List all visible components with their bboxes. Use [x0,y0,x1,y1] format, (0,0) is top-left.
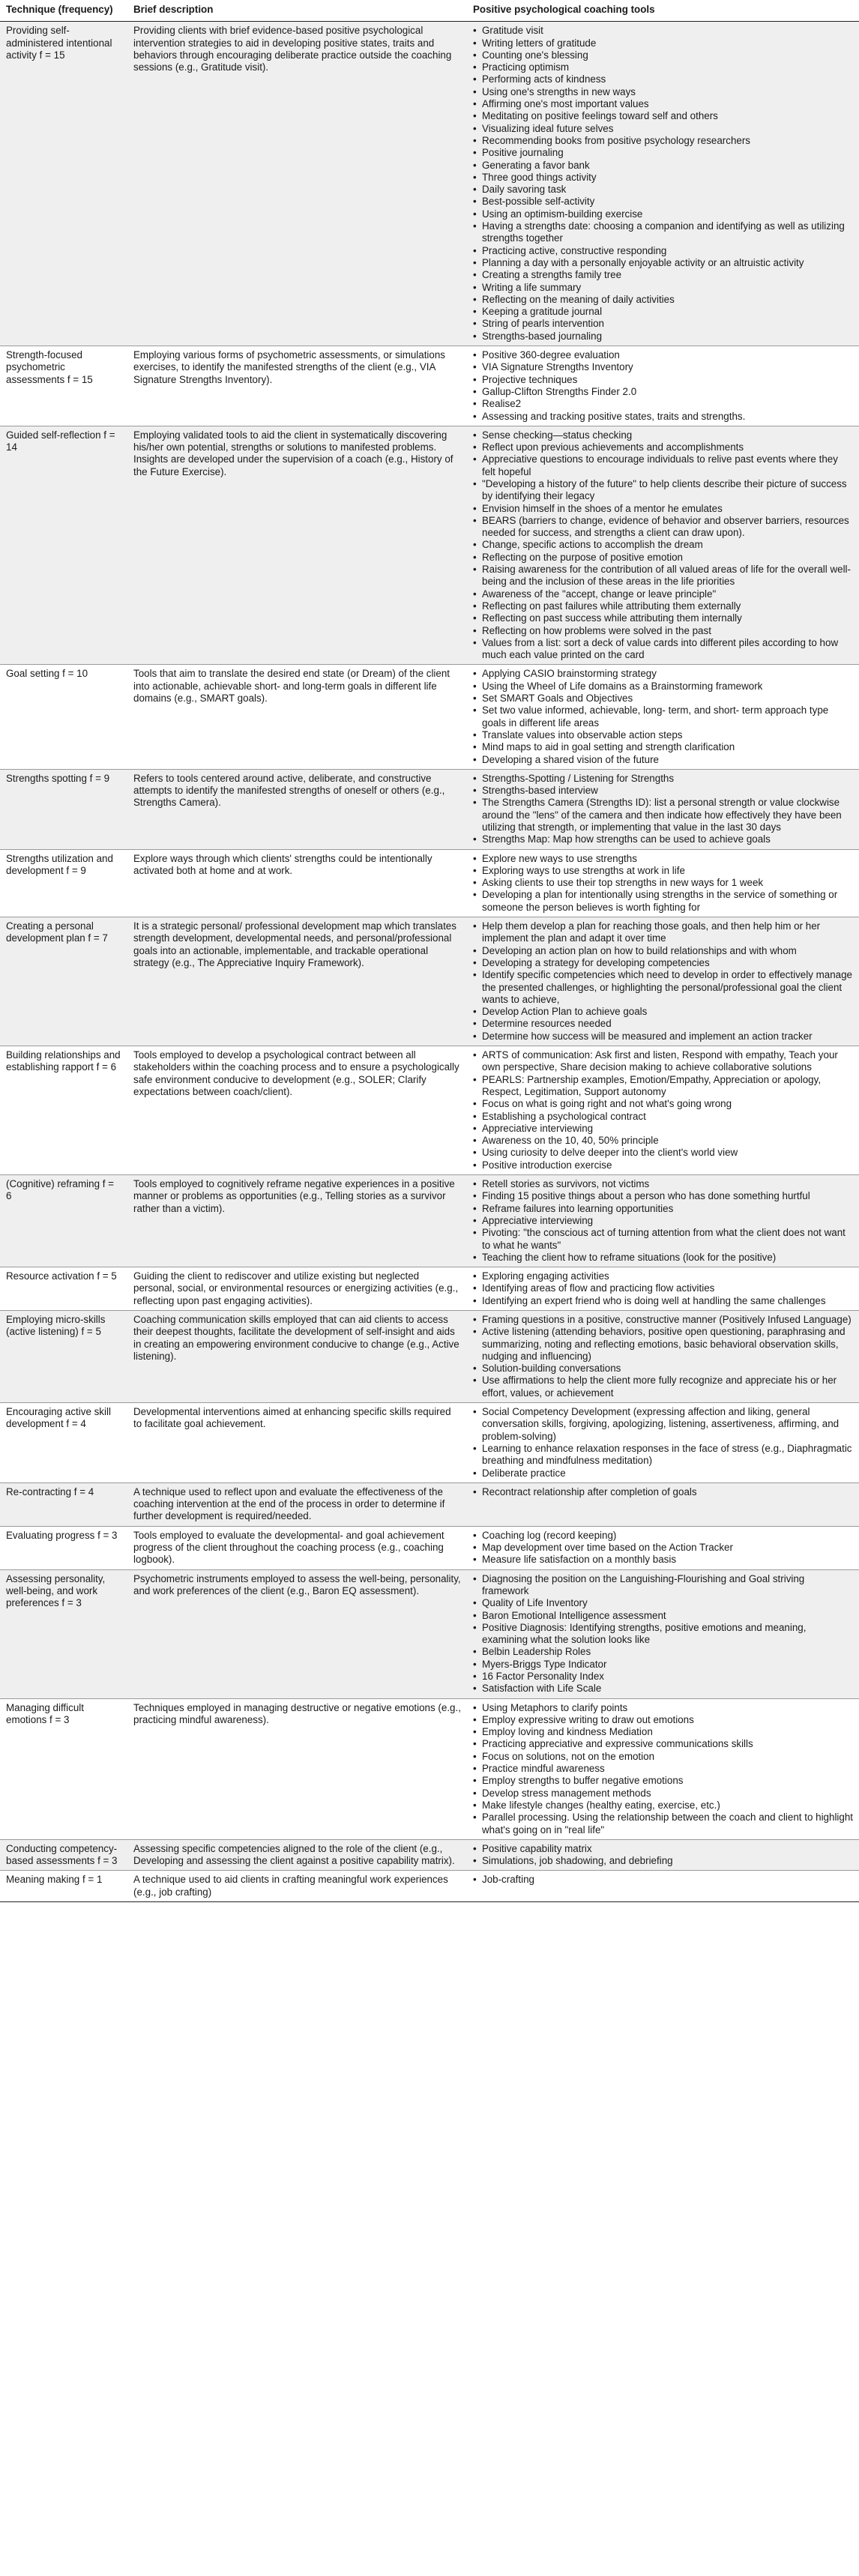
tool-item: • Performing acts of kindness [473,73,853,85]
tools-list [473,349,853,423]
tools-cell [467,1046,859,1175]
description-cell: Techniques employed in managing destructive or negative emotions (e.g., practicing mindful awareness). [127,1698,467,1839]
technique-cell [0,346,127,426]
tool-item: • Reflect upon previous achievements and accomplishments [473,441,853,453]
technique-cell [0,1526,127,1569]
technique-cell [0,1267,127,1311]
tools-cell [467,1526,859,1569]
tool-item: • Best-possible self-activity [473,196,853,208]
table-row [0,1175,859,1267]
tool-item: • Developing a plan for intentionally using strengths in the service of something or someone the person believes is worth fighting for [473,889,853,914]
tool-item: • Exploring ways to use strengths at work in life [473,865,853,877]
tools-cell [467,665,859,769]
technique-cell [0,1569,127,1698]
tool-item: • Affirming one's most important values [473,98,853,110]
technique-label: Strengths spotting f = 9 [6,772,110,784]
description-cell: Tools that aim to translate the desired end state (or Dream) of the client into actionable, achievable short- and long-term goals in different life domains (e.g., SMART goals). [127,665,467,769]
technique-label: (Cognitive) reframing f = 6 [6,1178,115,1202]
tool-item: • Gratitude visit [473,25,853,37]
technique-label: Goal setting f = 10 [6,668,88,680]
tool-item: • Quality of Life Inventory [473,1597,853,1609]
tool-item: • Belbin Leadership Roles [473,1646,853,1658]
technique-cell [0,849,127,917]
tools-list [473,920,853,1043]
tool-item: • Positive journaling [473,147,853,159]
tool-item: • Employ expressive writing to draw out emotions [473,1714,853,1726]
technique-label: Employing micro-skills (active listening) f = 5 [6,1313,106,1338]
technique-cell [0,1403,127,1483]
tool-item: • Diagnosing the position on the Languishing-Flourishing and Goal striving framework [473,1573,853,1598]
tools-cell [467,1403,859,1483]
technique-label: Conducting competency-based assessments f = 3 [6,1842,118,1867]
tools-cell [467,849,859,917]
tool-item: • VIA Signature Strengths Inventory [473,361,853,373]
technique-label: Resource activation f = 5 [6,1270,117,1282]
tool-item: • Reflecting on the meaning of daily activities [473,294,853,306]
technique-label: Encouraging active skill development f = 4 [6,1406,111,1430]
technique-label: Creating a personal development plan f = 7 [6,920,108,944]
tool-item: • Establishing a psychological contract [473,1111,853,1123]
tool-item: • Reframe failures into learning opportunities [473,1203,853,1215]
tool-item: • Active listening (attending behaviors, positive open questioning, paraphrasing and summarizing, noting and reflecting emotions, basic behavioral observation skills, nudging and influencing) [473,1326,853,1363]
tools-cell [467,1482,859,1526]
technique-label: Re-contracting f = 4 [6,1485,94,1497]
tool-item: • Practicing appreciative and expressive communications skills [473,1738,853,1750]
tool-item: • Develop Action Plan to achieve goals [473,1006,853,1018]
tool-item: • Awareness on the 10, 40, 50% principle [473,1135,853,1147]
tool-item: • Determine resources needed [473,1018,853,1030]
technique-label: Assessing personality, well-being, and work preferences f = 3 [6,1572,106,1609]
table-row [0,22,859,346]
tool-item: • Planning a day with a personally enjoyable activity or an altruistic activity [473,257,853,269]
tool-item: • Mind maps to aid in goal setting and strength clarification [473,741,853,753]
tool-item: • Projective techniques [473,374,853,386]
tool-item: • Finding 15 positive things about a person who has done something hurtful [473,1190,853,1202]
tool-item: • Learning to enhance relaxation responses in the face of stress (e.g., Diaphragmatic breathing and mindfulness meditation) [473,1443,853,1468]
tool-item: • Generating a favor bank [473,160,853,172]
tools-list [473,1178,853,1264]
tools-cell [467,769,859,849]
tool-item: • Map development over time based on the Action Tracker [473,1542,853,1554]
tool-item: • Developing a strategy for developing competencies [473,957,853,969]
tool-item: • Sense checking—status checking [473,429,853,441]
tool-item: • Using curiosity to delve deeper into the client's world view [473,1147,853,1159]
tools-list [473,1270,853,1307]
description-cell: Psychometric instruments employed to assess the well-being, personality, and work preferences of the client (e.g., Baron EQ assessment). [127,1569,467,1698]
table-row [0,1569,859,1698]
table-row [0,1046,859,1175]
description-cell: A technique used to reflect upon and evaluate the effectiveness of the coaching intervention at the end of the process in order to determine if further development is required/needed. [127,1482,467,1526]
table-row [0,1310,859,1402]
tools-list [473,1573,853,1695]
technique-cell [0,22,127,346]
tool-item: • Framing questions in a positive, constructive manner (Positively Infused Language) [473,1314,853,1326]
tool-item: • String of pearls intervention [473,318,853,330]
tools-cell [467,1175,859,1267]
tools-list [473,25,853,343]
tool-item: • Baron Emotional Intelligence assessment [473,1610,853,1622]
tool-item: • PEARLS: Partnership examples, Emotion/Empathy, Appreciation or apology, Respect, Legitimation, Support autonomy [473,1074,853,1099]
tool-item: • Using Metaphors to clarify points [473,1702,853,1714]
description-cell: It is a strategic personal/ professional development map which translates strength development, developmental needs, and personal/professional goals into an actionable, implementable, and trackable operational strategy (e.g., The Appreciative Inquiry Framework). [127,917,467,1046]
tools-list [473,668,853,765]
tool-item: • Exploring engaging activities [473,1270,853,1282]
tool-item: • Identify specific competencies which need to develop in order to effectively manage the presented challenges, or highlighting the personal/professional goal the client wants to achieve, [473,969,853,1006]
tool-item: • Employ strengths to buffer negative emotions [473,1775,853,1787]
technique-cell [0,1839,127,1871]
tool-item: • Make lifestyle changes (healthy eating, exercise, etc.) [473,1800,853,1812]
tool-item: • Reflecting on how problems were solved in the past [473,625,853,637]
technique-cell [0,1175,127,1267]
tool-item: • Having a strengths date: choosing a companion and identifying as well as utilizing strengths together [473,220,853,245]
tools-list [473,1406,853,1479]
tools-cell [467,1267,859,1311]
tool-item: • Parallel processing. Using the relationship between the coach and client to highlight what's going on in "real life" [473,1812,853,1836]
tool-item: • Change, specific actions to accomplish the dream [473,539,853,551]
technique-label: Guided self-reflection f = 14 [6,429,115,453]
tool-item: • Using an optimism-building exercise [473,208,853,220]
technique-label: Strengths utilization and development f = 9 [6,852,113,876]
technique-label: Strength-focused psychometric assessments f = 15 [6,349,93,385]
tool-item: • Creating a strengths family tree [473,269,853,281]
tool-item: • Daily savoring task [473,184,853,196]
tools-cell [467,1871,859,1902]
description-cell: Providing clients with brief evidence-based positive psychological intervention strategies to aid in developing positive states, traits and behaviors through encouraging deliberate practice outside the coaching sessions (e.g., Gratitude visit). [127,22,467,346]
tool-item: • Determine how success will be measured and implement an action tracker [473,1031,853,1043]
tool-item: • Coaching log (record keeping) [473,1530,853,1542]
table-body [0,22,859,1902]
tool-item: • Using the Wheel of Life domains as a Brainstorming framework [473,681,853,693]
technique-cell [0,1046,127,1175]
tool-item: • Developing a shared vision of the future [473,754,853,766]
tool-item: • Strengths-based journaling [473,331,853,343]
technique-cell [0,1698,127,1839]
tool-item: • Developing an action plan on how to build relationships and with whom [473,945,853,957]
technique-cell [0,426,127,665]
tool-item: • ARTS of communication: Ask first and listen, Respond with empathy, Teach your own perspective, Share decision making to achieve collaborative solutions [473,1049,853,1074]
description-cell: Developmental interventions aimed at enhancing specific skills required to facilitate goal achievement. [127,1403,467,1483]
tools-list [473,1530,853,1566]
table-row [0,1839,859,1871]
tools-list [473,853,853,914]
table-row [0,1526,859,1569]
tool-item: • Develop stress management methods [473,1788,853,1800]
table-row [0,346,859,426]
tools-list [473,773,853,846]
tool-item: • Positive capability matrix [473,1843,853,1855]
tool-item: • Job-crafting [473,1874,853,1886]
tool-item: • Positive Diagnosis: Identifying strengths, positive emotions and meaning, examining what the solution looks like [473,1622,853,1647]
header-technique: Technique (frequency) [0,0,127,22]
tool-item: • Set SMART Goals and Objectives [473,693,853,705]
tool-item: • 16 Factor Personality Index [473,1671,853,1683]
tools-cell [467,426,859,665]
description-cell: Guiding the client to rediscover and utilize existing but neglected personal, social, or environmental resources or energizing activities (e.g., reflecting upon past engaging activities). [127,1267,467,1311]
tool-item: • Practicing active, constructive responding [473,245,853,257]
tool-item: • Appreciative interviewing [473,1215,853,1227]
tool-item: • Appreciative interviewing [473,1123,853,1135]
tool-item: • Positive introduction exercise [473,1159,853,1171]
tool-item: • Keeping a gratitude journal [473,306,853,318]
table-row [0,917,859,1046]
description-cell: Refers to tools centered around active, deliberate, and constructive attempts to identify the manifested strengths of oneself or others (e.g., Strengths Camera). [127,769,467,849]
description-cell: Employing various forms of psychometric assessments, or simulations exercises, to identify the manifested strengths of the client (e.g., VIA Signature Strengths Inventory). [127,346,467,426]
description-cell: Tools employed to develop a psychological contract between all stakeholders within the coaching process and to ensure a psychologically safe environment conducive to development (e.g., SOLER; Clarify expectations between coach/client). [127,1046,467,1175]
tool-item: • Awareness of the "accept, change or leave principle" [473,588,853,600]
tool-item: • Raising awareness for the contribution of all valued areas of life for the overall well-being and the inclusion of these areas in the life priorities [473,564,853,588]
tool-item: • Gallup-Clifton Strengths Finder 2.0 [473,386,853,398]
tools-list [473,1874,853,1886]
tool-item: • Using one's strengths in new ways [473,86,853,98]
technique-cell [0,1871,127,1902]
technique-cell [0,769,127,849]
tool-item: • Retell stories as survivors, not victims [473,1178,853,1190]
header-description: Brief description [127,0,467,22]
tool-item: • Use affirmations to help the client more fully recognize and appreciate his or her effort, values, or achievement [473,1375,853,1399]
tool-item: • Satisfaction with Life Scale [473,1683,853,1695]
tools-cell [467,1698,859,1839]
tool-item: • Help them develop a plan for reaching those goals, and then help him or her implement the plan and adapt it over time [473,920,853,945]
tool-item: • Social Competency Development (expressing affection and liking, general conversation skills, forgiving, apologizing, listening, assertiveness, affirming, and problem-solving) [473,1406,853,1443]
tool-item: • Reflecting on past failures while attributing them externally [473,600,853,612]
tool-item: • Recommending books from positive psychology researchers [473,135,853,147]
table-row [0,769,859,849]
tool-item: • Appreciative questions to encourage individuals to relive past events where they felt hopeful [473,453,853,478]
tools-list [473,1843,853,1868]
tool-item: • Strengths Map: Map how strengths can be used to achieve goals [473,833,853,845]
tool-item: • Teaching the client how to reframe situations (look for the positive) [473,1252,853,1264]
tool-item: • Recontract relationship after completion of goals [473,1486,853,1498]
tool-item: • Practice mindful awareness [473,1763,853,1775]
tool-item: • Applying CASIO brainstorming strategy [473,668,853,680]
tools-list [473,1486,853,1498]
tools-list [473,1049,853,1171]
tool-item: • BEARS (barriers to change, evidence of behavior and observer barriers, resources needed for success, and strengths a client can draw upon). [473,515,853,540]
technique-cell [0,1482,127,1526]
tools-cell [467,1839,859,1871]
description-cell: A technique used to aid clients in crafting meaningful work experiences (e.g., job crafting) [127,1871,467,1902]
tool-item: • Pivoting: "the conscious act of turning attention from what the client does not want to what he wants" [473,1227,853,1252]
tool-item: • Asking clients to use their top strengths in new ways for 1 week [473,877,853,889]
tool-item: • Reflecting on the purpose of positive emotion [473,552,853,564]
tool-item: • Identifying an expert friend who is doing well at handling the same challenges [473,1295,853,1307]
tools-cell [467,1310,859,1402]
table-row [0,1698,859,1839]
description-cell: Employing validated tools to aid the client in systematically discovering his/her own potential, strengths or solutions to manifested problems. Insights are developed under the supervision of a coach (e.g., History of the Future Exercise). [127,426,467,665]
tool-item: • Simulations, job shadowing, and debriefing [473,1855,853,1867]
tool-item: • Strengths-based interview [473,785,853,797]
tool-item: • Set two value informed, achievable, long- term, and short- term approach type goals in different life areas [473,705,853,729]
tool-item: • Practicing optimism [473,61,853,73]
tool-item: • Envision himself in the shoes of a mentor he emulates [473,503,853,515]
tool-item: • Positive 360-degree evaluation [473,349,853,361]
tool-item: • Assessing and tracking positive states, traits and strengths. [473,411,853,423]
tool-item: • Values from a list: sort a deck of value cards into different piles according to how much each value printed on the card [473,637,853,662]
header-row [0,0,859,22]
technique-label: Building relationships and establishing rapport f = 6 [6,1049,121,1073]
technique-label: Providing self-administered intentional activity f = 15 [6,25,112,61]
tool-item: • Reflecting on past success while attributing them internally [473,612,853,624]
tools-list [473,1314,853,1399]
tool-item: • Visualizing ideal future selves [473,123,853,135]
tool-item: • Measure life satisfaction on a monthly basis [473,1554,853,1566]
tool-item: • Focus on what is going right and not what's going wrong [473,1098,853,1110]
description-cell: Tools employed to evaluate the developmental- and goal achievement progress of the client throughout the coaching process (e.g., coaching logbook). [127,1526,467,1569]
table-header [0,0,859,22]
technique-cell [0,917,127,1046]
technique-cell [0,1310,127,1402]
table-row [0,665,859,769]
tools-cell [467,917,859,1046]
tool-item: • Counting one's blessing [473,49,853,61]
description-cell: Tools employed to cognitively reframe negative experiences in a positive manner or problems as opportunities (e.g., Telling stories as a survivor rather than a victim). [127,1175,467,1267]
table-row [0,1267,859,1311]
tools-cell [467,346,859,426]
tool-item: • Deliberate practice [473,1468,853,1479]
technique-cell [0,665,127,769]
tool-item: • Writing letters of gratitude [473,37,853,49]
tool-item: • The Strengths Camera (Strengths ID): list a personal strength or value clockwise around the "lens" of the camera and then indicate how effectively they have been utilizing that strength, or implementing that value in the last 30 days [473,797,853,833]
description-cell: Explore ways through which clients' strengths could be intentionally activated both at home and at work. [127,849,467,917]
tools-list [473,1702,853,1836]
tools-list [473,429,853,662]
tools-cell [467,22,859,346]
tools-cell [467,1569,859,1698]
table-row [0,1482,859,1526]
tool-item: • Strengths-Spotting / Listening for Strengths [473,773,853,785]
table-row [0,1871,859,1902]
tool-item: • Writing a life summary [473,282,853,294]
technique-label: Meaning making f = 1 [6,1874,103,1886]
tool-item: • Focus on solutions, not on the emotion [473,1751,853,1763]
header-tools: Positive psychological coaching tools [467,0,859,22]
table-row [0,849,859,917]
tool-item: • Translate values into observable action steps [473,729,853,741]
tool-item: • Three good things activity [473,172,853,184]
description-cell: Coaching communication skills employed that can aid clients to access their deepest thoughts, facilitate the development of self-insight and aids in creating an empowering environment conducive to change (e.g., Active listening). [127,1310,467,1402]
tool-item: • Explore new ways to use strengths [473,853,853,865]
technique-label: Managing difficult emotions f = 3 [6,1701,84,1725]
tool-item: • "Developing a history of the future" to help clients describe their picture of success by identifying their legacy [473,478,853,503]
technique-label: Evaluating progress f = 3 [6,1529,118,1541]
description-cell: Assessing specific competencies aligned to the role of the client (e.g., Developing and assessing the client against a positive capability matrix). [127,1839,467,1871]
tool-item: • Myers-Briggs Type Indicator [473,1659,853,1671]
table-row [0,426,859,665]
table-row [0,1403,859,1483]
tool-item: • Employ loving and kindness Mediation [473,1726,853,1738]
tool-item: • Identifying areas of flow and practicing flow activities [473,1282,853,1294]
tool-item: • Solution-building conversations [473,1363,853,1375]
tool-item: • Realise2 [473,398,853,410]
tool-item: • Meditating on positive feelings toward self and others [473,110,853,122]
